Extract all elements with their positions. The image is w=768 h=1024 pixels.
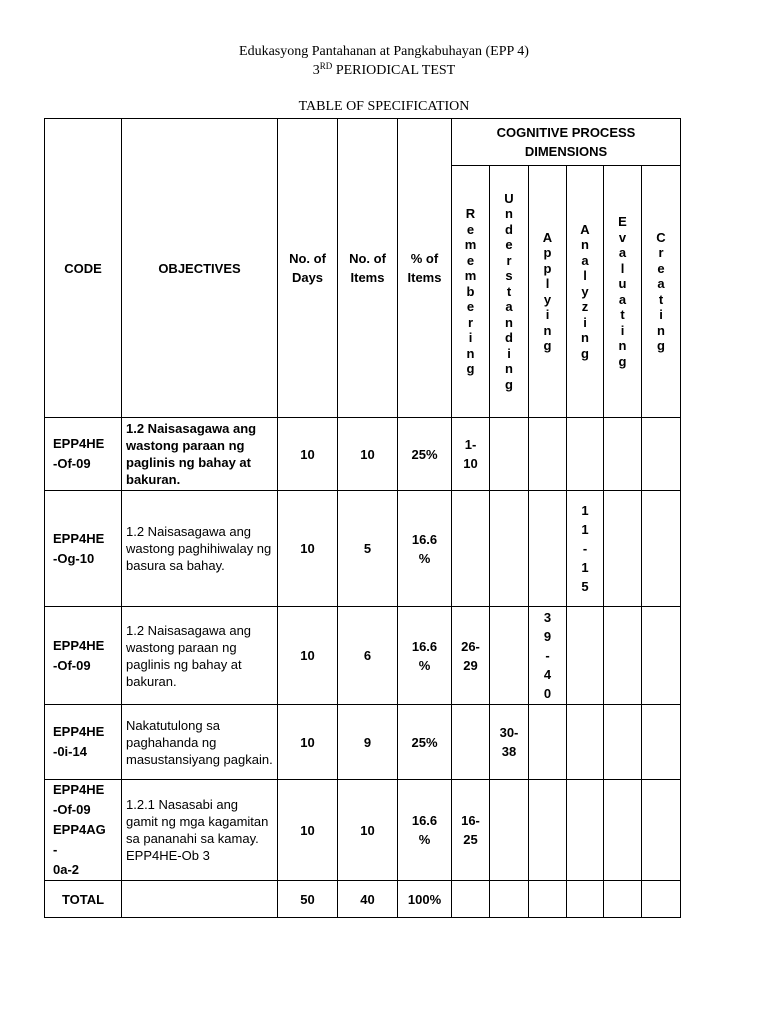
cell-value: 3 9 - 4 0 bbox=[543, 610, 552, 701]
row-understanding bbox=[490, 607, 529, 705]
row-percent bbox=[398, 780, 452, 881]
row-applying bbox=[529, 780, 567, 881]
row-code-text: EPP4HE -0i-14 bbox=[53, 724, 105, 759]
cell-value: 30- 38 bbox=[499, 725, 519, 759]
dimension-creating bbox=[642, 166, 681, 418]
total-percent: 100% bbox=[398, 881, 452, 918]
cell-value: 1- 10 bbox=[463, 437, 478, 471]
row-percent: 25% bbox=[398, 418, 452, 491]
row-days: 10 bbox=[278, 607, 338, 705]
row-evaluating bbox=[604, 780, 642, 881]
dimension-label: E v a l u a t i n g bbox=[618, 214, 627, 369]
row-creating bbox=[642, 491, 681, 607]
total-label: TOTAL bbox=[45, 881, 122, 918]
dimension-label: A n a l y z i n g bbox=[580, 221, 590, 361]
cell-value: 1 1 - 1 5 bbox=[581, 503, 589, 594]
cell-value: 26- 29 bbox=[461, 638, 480, 673]
total-remembering bbox=[452, 881, 490, 918]
row-items: 6 bbox=[338, 607, 398, 705]
test-name: PERIODICAL TEST bbox=[332, 63, 456, 78]
total-creating bbox=[642, 881, 681, 918]
row-understanding bbox=[490, 491, 529, 607]
dimension-remembering bbox=[452, 166, 490, 418]
dimension-evaluating bbox=[604, 166, 642, 418]
total-understanding bbox=[490, 881, 529, 918]
row-creating bbox=[642, 607, 681, 705]
total-items: 40 bbox=[338, 881, 398, 918]
dimension-understanding bbox=[490, 166, 529, 418]
dimension-label: R e m e m b e r i n g bbox=[464, 206, 477, 377]
table-row bbox=[45, 780, 681, 881]
subject-title: Edukasyong Pantahanan at Pangkabuhayan (EPP 4) bbox=[239, 44, 529, 59]
table-row bbox=[45, 705, 681, 780]
col-header-days: No. of Days bbox=[278, 119, 338, 418]
row-objective: 1.2.1 Nasasabi ang gamit ng mga kagamitan sa pananahi sa kamay. EPP4HE-Ob 3 bbox=[122, 780, 278, 881]
row-creating bbox=[642, 418, 681, 491]
row-percent bbox=[398, 607, 452, 705]
table-title: TABLE OF SPECIFICATION bbox=[298, 99, 470, 114]
row-days: 10 bbox=[278, 780, 338, 881]
row-items: 9 bbox=[338, 705, 398, 780]
row-evaluating bbox=[604, 418, 642, 491]
row-applying bbox=[529, 607, 567, 705]
dimension-label: U n d e r s t a n d i n g bbox=[504, 190, 514, 392]
dimension-analyzing bbox=[567, 166, 604, 418]
row-remembering bbox=[452, 607, 490, 705]
test-title bbox=[0, 61, 768, 79]
row-objective: 1.2 Naisasagawa ang wastong paraan ng paglinis ng bahay at bakuran. bbox=[122, 607, 278, 705]
cell-value: 16.6 % bbox=[411, 531, 438, 566]
row-items: 5 bbox=[338, 491, 398, 607]
row-evaluating bbox=[604, 491, 642, 607]
row-items: 10 bbox=[338, 780, 398, 881]
col-header-code: CODE bbox=[45, 119, 122, 418]
row-code bbox=[45, 780, 122, 881]
row-days: 10 bbox=[278, 418, 338, 491]
row-analyzing bbox=[567, 607, 604, 705]
row-applying bbox=[529, 705, 567, 780]
row-code-text: EPP4HE -Of-09 bbox=[53, 637, 105, 673]
total-evaluating bbox=[604, 881, 642, 918]
col-header-cognitive: COGNITIVE PROCESS DIMENSIONS bbox=[452, 119, 681, 166]
test-number: 3 bbox=[312, 63, 320, 78]
row-remembering bbox=[452, 780, 490, 881]
col-header-objectives: OBJECTIVES bbox=[122, 119, 278, 418]
table-row bbox=[45, 607, 681, 705]
cell-value: 16.6 % bbox=[411, 638, 438, 673]
row-evaluating bbox=[604, 607, 642, 705]
row-creating bbox=[642, 780, 681, 881]
row-understanding bbox=[490, 705, 529, 780]
row-analyzing bbox=[567, 705, 604, 780]
row-code-text: EPP4HE -Of-09 EPP4AG - 0a-2 bbox=[53, 782, 106, 877]
total-row bbox=[45, 881, 681, 918]
test-ordinal-suffix: RD bbox=[319, 61, 333, 71]
row-understanding bbox=[490, 418, 529, 491]
row-analyzing bbox=[567, 418, 604, 491]
dimension-label: C r e a t i n g bbox=[656, 229, 666, 353]
header-row-top bbox=[45, 119, 681, 166]
row-evaluating bbox=[604, 705, 642, 780]
col-header-percent: % of Items bbox=[398, 119, 452, 418]
row-creating bbox=[642, 705, 681, 780]
total-days: 50 bbox=[278, 881, 338, 918]
row-code bbox=[45, 607, 122, 705]
row-code bbox=[45, 705, 122, 780]
dimension-applying bbox=[529, 166, 567, 418]
row-objective: Nakatutulong sa paghahanda ng masustansiyang pagkain. bbox=[122, 705, 278, 780]
table-row bbox=[45, 491, 681, 607]
table-of-specification bbox=[44, 118, 681, 918]
row-analyzing bbox=[567, 491, 604, 607]
row-objective: 1.2 Naisasagawa ang wastong paraan ng paglinis ng bahay at bakuran. bbox=[122, 418, 278, 491]
row-objective: 1.2 Naisasagawa ang wastong paghihiwalay ng basura sa bahay. bbox=[122, 491, 278, 607]
row-items: 10 bbox=[338, 418, 398, 491]
table-row bbox=[45, 418, 681, 491]
row-percent bbox=[398, 491, 452, 607]
dimension-label: A p p l y i n g bbox=[542, 229, 553, 353]
row-days: 10 bbox=[278, 491, 338, 607]
row-remembering bbox=[452, 491, 490, 607]
row-remembering bbox=[452, 705, 490, 780]
total-analyzing bbox=[567, 881, 604, 918]
row-analyzing bbox=[567, 780, 604, 881]
row-days: 10 bbox=[278, 705, 338, 780]
row-remembering bbox=[452, 418, 490, 491]
cell-value: 16.6 % bbox=[411, 813, 438, 847]
row-applying bbox=[529, 418, 567, 491]
cell-value: 16- 25 bbox=[461, 813, 480, 847]
row-applying bbox=[529, 491, 567, 607]
total-objective-empty bbox=[122, 881, 278, 918]
row-percent: 25% bbox=[398, 705, 452, 780]
row-code bbox=[45, 418, 122, 491]
row-understanding bbox=[490, 780, 529, 881]
total-applying bbox=[529, 881, 567, 918]
col-header-items: No. of Items bbox=[338, 119, 398, 418]
row-code-text: EPP4HE -Og-10 bbox=[53, 530, 105, 566]
row-code bbox=[45, 491, 122, 607]
row-code-text: EPP4HE -Of-09 bbox=[53, 436, 105, 471]
